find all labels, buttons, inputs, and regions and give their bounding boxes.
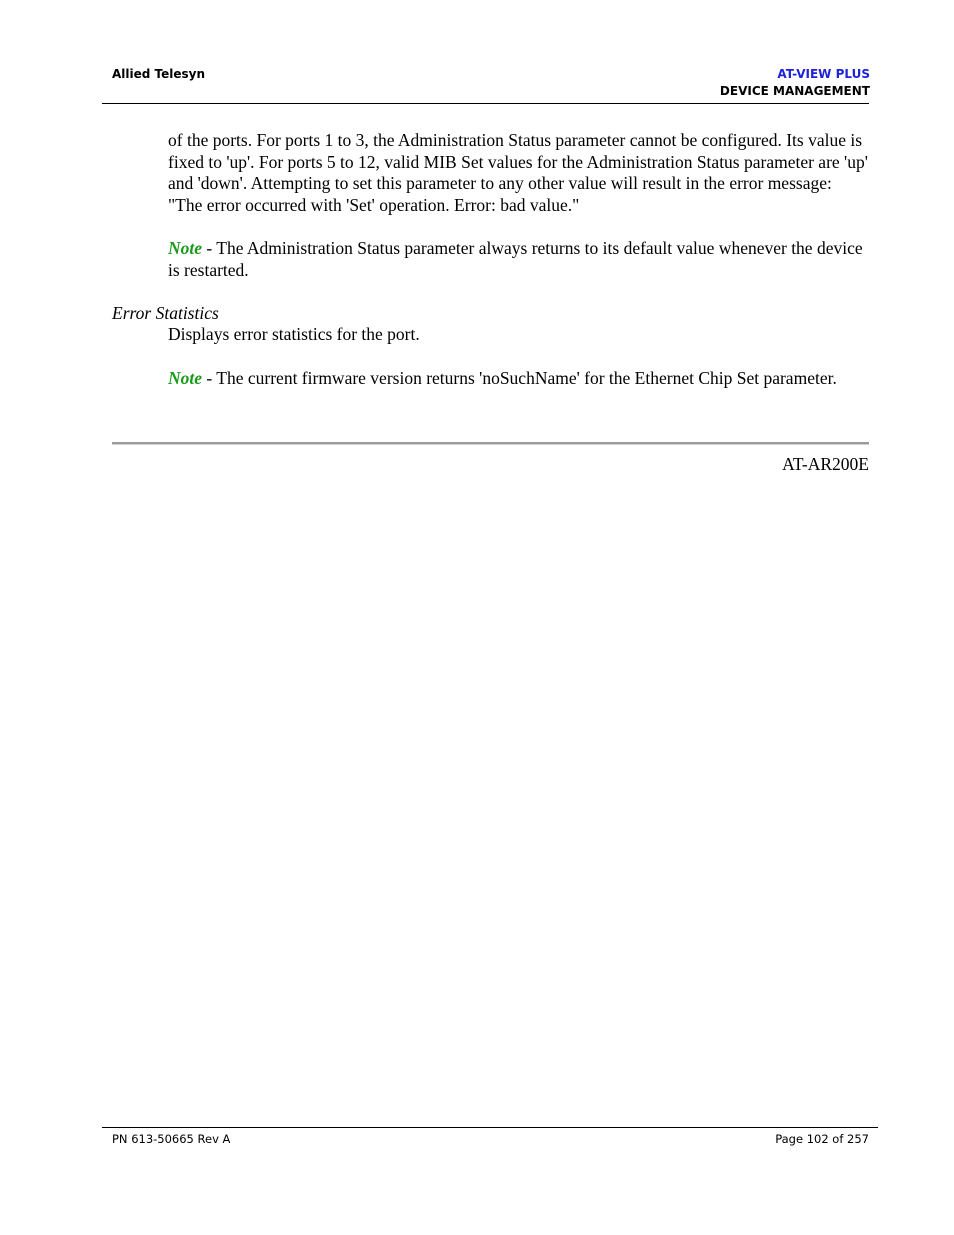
footer-part-number: PN 613-50665 Rev A [112,1132,231,1146]
note-label: Note [168,367,203,388]
heading-error-statistics: Error Statistics [112,302,219,323]
product-code: AT-AR200E [782,454,869,474]
header-title-block [720,66,870,100]
note-text: - The Administration Status parameter always returns to its default value whenever the device is restarted. [168,237,863,280]
header-section: DEVICE MANAGEMENT [719,84,870,98]
note-text: - The current firmware version returns 'noSuchName' for the Ethernet Chip Set parameter. [202,367,837,388]
header-product: AT-VIEW PLUS [777,67,870,81]
footer-divider [102,1127,878,1128]
section-divider [112,442,869,445]
note-admin-status [168,238,869,281]
paragraph-admin-status: of the ports. For ports 1 to 3, the Administration Status parameter cannot be configured. Its value is fixed to 'up'. For ports 5 to 12, valid MIB Set values for the Administration Status parameter are 'up' and 'down'. Attempting to set this parameter to any other value will result in the error message: "The error occurred with 'Set' operation. Error: bad value." [168,130,868,215]
footer-page-number: Page 102 of 257 [775,1132,869,1146]
note-ethernet-chip-set [168,368,869,390]
note-label: Note [168,237,203,258]
page-content [112,130,869,411]
header-company: Allied Telesyn [112,67,206,81]
paragraph-error-statistics: Displays error statistics for the port. [168,324,420,345]
header-divider [102,103,869,104]
